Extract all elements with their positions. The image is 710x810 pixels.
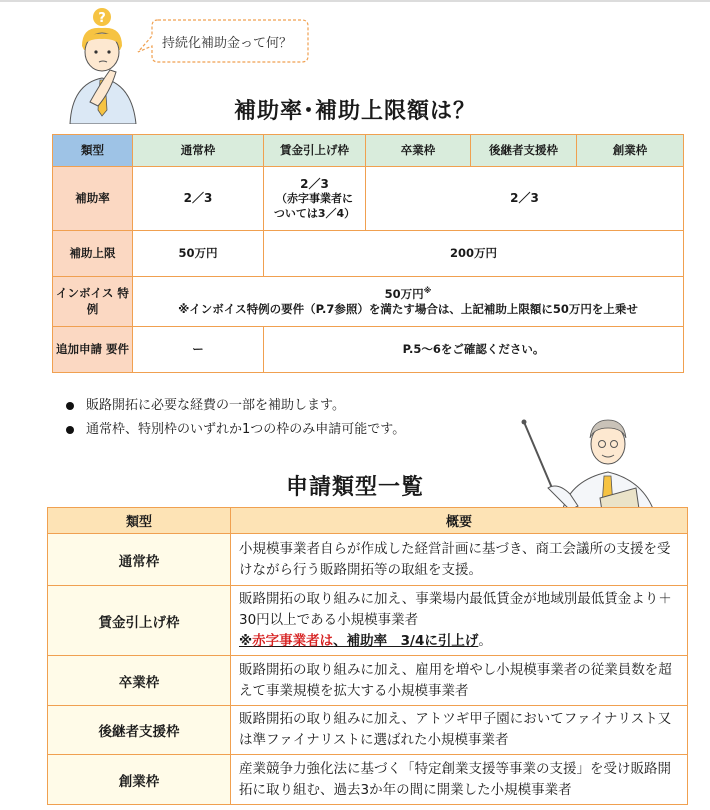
list-item: 通常枠、特別枠のいずれか1つの枠のみ申請可能です。: [64, 418, 405, 442]
type-name: 卒業枠: [48, 656, 231, 706]
extra-normal: ー: [133, 327, 264, 373]
type-note: [239, 631, 679, 652]
header-summary: 概要: [231, 508, 688, 534]
type-desc: 産業競争力強化法に基づく「特定創業支援等事業の支援」を受け販路開拓に取り組む、過去3か年の間に開業した小規模事業者: [231, 755, 688, 805]
type-name: 創業枠: [48, 755, 231, 805]
type-desc: 販路開拓の取り組みに加え、雇用を増やし小規模事業者の従業員数を超えて事業規模を拡大する小規模事業者: [231, 656, 688, 706]
table-row: [53, 231, 684, 277]
speech-bubble-text: 持続化補助金って何？: [162, 36, 293, 51]
svg-text:?: ?: [98, 11, 106, 26]
note-end: 。: [478, 633, 492, 649]
type-desc: 販路開拓の取り組みに加え、アトツギ甲子園においてファイナリスト又は準ファイナリストに選ばれた小規模事業者: [231, 706, 688, 755]
cap-normal: 50万円: [133, 231, 264, 277]
header-normal: 通常枠: [133, 135, 264, 167]
list-item: 販路開拓に必要な経費の一部を補助します。: [64, 394, 405, 418]
extra-other: P.5～6をご確認ください。: [264, 327, 684, 373]
note-red: 赤字事業者は: [252, 633, 334, 649]
header-successor: 後継者支援枠: [471, 135, 577, 167]
note-mark: ※: [239, 633, 253, 649]
type-desc: 販路開拓の取り組みに加え、事業場内最低賃金が地域別最低賃金より＋30円以上である小規模事業者: [239, 591, 672, 628]
types-section-title: 申請類型一覧: [285, 475, 424, 500]
note-rest: 、補助率 3/4に引上げ: [333, 633, 479, 649]
rate-other: 2／3: [366, 167, 684, 231]
invoice-label-text: インボイス 特例: [56, 285, 129, 316]
cap-other: 200万円: [264, 231, 684, 277]
top-border-line: [0, 0, 710, 2]
invoice-mark: ※: [423, 285, 432, 295]
table-row: [53, 167, 684, 231]
table-header-row: [48, 508, 688, 534]
header-graduate: 卒業枠: [366, 135, 471, 167]
rate-wage-note: （赤字事業者に ついては3／4）: [273, 191, 356, 220]
invoice-amount: 50万円: [384, 286, 424, 301]
type-desc: 小規模事業者自らが作成した経営計画に基づき、商工会議所の支援を受けながら行う販路開拓等の取組を支援。: [231, 534, 688, 586]
row-label-cap: 補助上限: [53, 231, 133, 277]
table-row: [48, 656, 688, 706]
table-row: [53, 327, 684, 373]
type-desc-cell: [231, 586, 688, 656]
table-row: [48, 534, 688, 586]
header-wage: 賃金引上げ枠: [264, 135, 366, 167]
table-row: [48, 755, 688, 805]
type-name: 賃金引上げ枠: [48, 586, 231, 656]
invoice-note: ※インボイス特例の要件（P.7参照）を満たす場合は、上記補助上限額に50万円を上乗せ: [178, 301, 638, 316]
corner-header: 類型: [53, 135, 133, 167]
rate-wage-cell: [264, 167, 366, 231]
table-row: [48, 586, 688, 656]
table-row: [48, 706, 688, 755]
row-label-rate: 補助率: [53, 167, 133, 231]
table-row: [53, 277, 684, 327]
header-type: 類型: [48, 508, 231, 534]
rate-wage: 2／3: [300, 176, 329, 191]
type-name: 後継者支援枠: [48, 706, 231, 755]
application-type-table: [47, 507, 688, 805]
row-label-invoice: [53, 277, 133, 327]
rates-section-title: 補助率･補助上限額は？: [233, 99, 476, 124]
subsidy-rate-table: [52, 134, 684, 373]
rate-normal: 2／3: [133, 167, 264, 231]
row-label-extra: 追加申請 要件: [53, 327, 133, 373]
table-header-row: [53, 135, 684, 167]
invoice-cell: [133, 277, 684, 327]
header-startup: 創業枠: [577, 135, 684, 167]
bullet-list: [64, 394, 405, 442]
type-name: 通常枠: [48, 534, 231, 586]
